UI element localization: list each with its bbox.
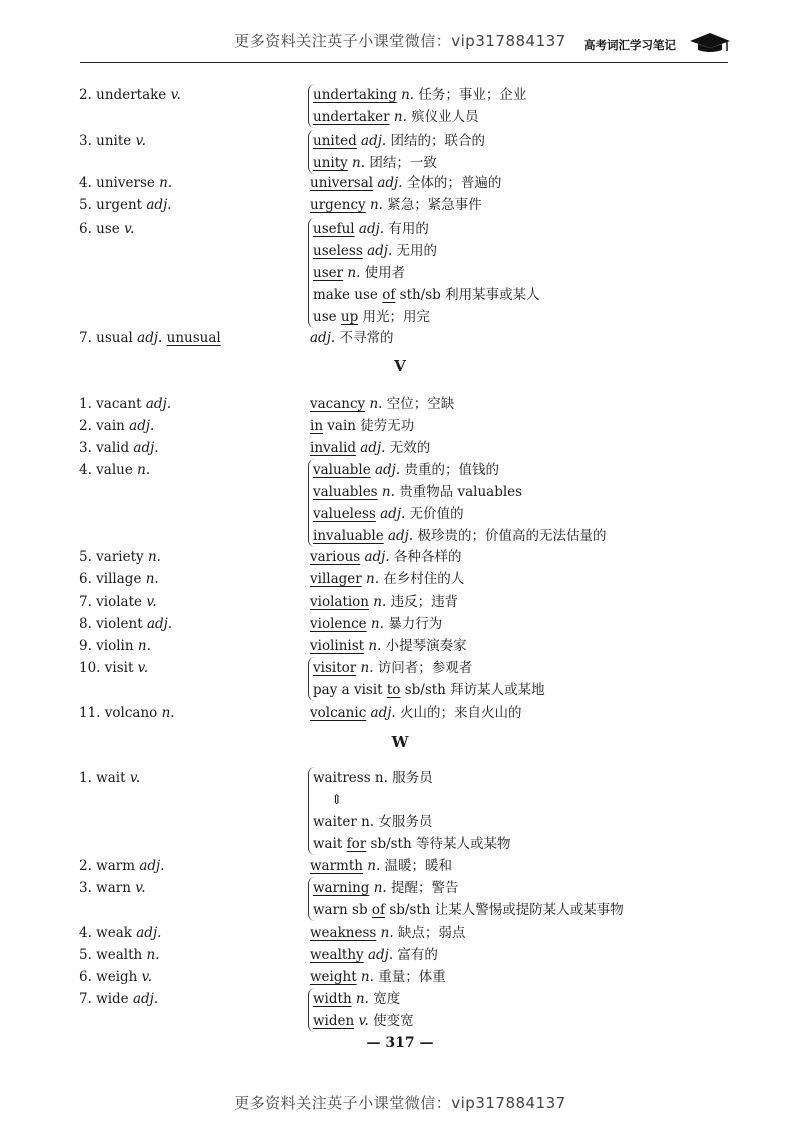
text-run: n. [377, 484, 395, 500]
text-run: n. [361, 571, 379, 587]
headword [79, 767, 140, 789]
text-run: adj. [362, 243, 393, 259]
text-run: adj. [370, 462, 401, 478]
text-run: 团结的；联合的 [386, 133, 486, 149]
bracketed-derivatives [308, 767, 510, 855]
text-run: violence [310, 616, 367, 632]
text-run: n. [343, 265, 361, 281]
derivative [310, 568, 464, 590]
text-run: adj. [360, 549, 390, 565]
text-run: v. [141, 969, 152, 985]
text-run: v. [354, 1013, 369, 1029]
headword [79, 546, 161, 568]
derivative-line [313, 833, 510, 855]
derivative [310, 702, 522, 724]
text-run: 紧急；紧急事件 [382, 197, 482, 213]
text-run: in [310, 418, 324, 434]
text-run: vacancy [310, 396, 366, 412]
text-run: adj. [137, 330, 163, 346]
headword [79, 194, 172, 216]
text-run: unusual [166, 330, 221, 346]
derivative [310, 172, 501, 194]
derivative [310, 635, 467, 657]
bracketed-derivatives [308, 218, 540, 328]
derivative [310, 546, 461, 568]
text-run: adj. [129, 418, 155, 434]
text-run: unity [313, 155, 348, 171]
text-run: 4. universe [79, 175, 160, 191]
derivative-line [310, 568, 464, 590]
headword [79, 966, 152, 988]
derivative [310, 613, 442, 635]
text-run: 7. usual [79, 330, 138, 346]
derivative [310, 393, 454, 415]
derivative [310, 327, 393, 349]
text-run: invalid [310, 440, 356, 456]
derivative-line [313, 152, 485, 174]
text-run: 2. warm [79, 858, 140, 874]
text-run: united [313, 133, 357, 149]
text-run: adj. [356, 133, 387, 149]
derivative [310, 855, 452, 877]
derivative-line [313, 525, 606, 547]
text-run: 团结；一致 [365, 155, 437, 171]
text-run: 无用的 [392, 243, 438, 259]
text-run: 4. weak [79, 925, 137, 941]
text-run: volcanic [310, 705, 367, 721]
derivative-line [313, 1010, 414, 1032]
text-run: adj. [133, 440, 159, 456]
headword [79, 877, 146, 899]
derivative-line [313, 503, 606, 525]
text-run: for [346, 836, 367, 852]
text-run: of [371, 902, 386, 918]
text-run: adj. [355, 440, 386, 456]
text-run: n. [366, 616, 384, 632]
text-run: adj. [310, 330, 336, 346]
headword [79, 568, 159, 590]
text-run: adj. [375, 506, 406, 522]
text-run: 女服务员 [374, 814, 433, 830]
text-run: adj. [363, 947, 394, 963]
headword [79, 84, 181, 106]
text-run: v. [146, 594, 157, 610]
text-run: n. [147, 549, 161, 565]
text-run: 极珍贵的；价值高的无法估量的 [413, 528, 607, 544]
running-title: 高考词汇学习笔记 [584, 38, 676, 52]
derivative-line [310, 415, 414, 437]
bracketed-derivatives [308, 877, 624, 921]
text-run: warning [313, 880, 370, 896]
derivative-line [313, 481, 606, 503]
text-run: width [313, 991, 352, 1007]
headword [79, 437, 159, 459]
derivative-line [310, 327, 393, 349]
text-run: 7. wide [79, 991, 133, 1007]
bracketed-derivatives [308, 459, 606, 547]
headword [79, 855, 165, 877]
text-run: sb/sth 让某人警惕或提防某人或某事物 [385, 902, 624, 918]
bracketed-derivatives [308, 84, 526, 128]
derivative-line [310, 944, 438, 966]
text-run: vain 徒劳无功 [323, 418, 415, 434]
text-run: v. [135, 880, 146, 896]
text-run: invaluable [313, 528, 384, 544]
bracketed-derivatives [308, 130, 485, 174]
text-run: adj. [366, 705, 396, 721]
text-run: 6. weigh [79, 969, 142, 985]
derivative-line [313, 218, 540, 240]
text-run: 贵重物品 valuables [394, 484, 523, 500]
text-run: of [382, 287, 396, 303]
text-run: 服务员 [387, 770, 433, 786]
text-run: n. [369, 880, 387, 896]
derivative-line [313, 657, 545, 679]
derivative-line [313, 262, 540, 284]
text-run: 空位；空缺 [382, 396, 455, 412]
text-run: undertaking [313, 87, 397, 103]
text-run: v. [129, 770, 141, 786]
text-run: wait [313, 836, 347, 852]
text-run: v. [137, 660, 148, 676]
text-run: adj. [132, 991, 159, 1007]
derivative [310, 437, 430, 459]
text-run: 2. undertake [79, 87, 171, 103]
text-run: 火山的；来自火山的 [395, 705, 522, 721]
text-run: 小提琴演奏家 [381, 638, 467, 654]
text-run: n. [145, 571, 159, 587]
text-run: violation [310, 594, 370, 610]
derivative [310, 194, 482, 216]
text-run: 贵重的；值钱的 [400, 462, 499, 478]
text-run: 10. visit [79, 660, 138, 676]
headword [79, 702, 175, 724]
text-run: warmth [310, 858, 363, 874]
watermark-bottom: 更多资料关注英子小课堂微信：vip317884137 [234, 1094, 566, 1112]
text-run: up [340, 309, 359, 325]
text-run: 11. volcano [79, 705, 162, 721]
headword [79, 327, 221, 349]
text-run: valueless [313, 506, 376, 522]
text-run: 全体的；普遍的 [402, 175, 502, 191]
text-run: n. [365, 197, 383, 213]
derivative-line [310, 635, 467, 657]
derivative-line [313, 84, 526, 106]
derivative-line [313, 877, 624, 899]
derivative-line [313, 899, 624, 921]
text-run: 无效的 [385, 440, 431, 456]
derivative-line [313, 767, 510, 789]
text-run: adj. [146, 197, 172, 213]
text-run: universal [310, 175, 374, 191]
derivative-line [313, 306, 540, 328]
section-letter: V [394, 357, 406, 375]
headword [79, 591, 157, 613]
derivative [310, 415, 414, 437]
text-run: 富有的 [393, 947, 438, 963]
text-run: sb/sth 拜访某人或某地 [400, 682, 545, 698]
headword [79, 393, 171, 415]
text-run: n. [137, 462, 151, 478]
derivative-line [310, 546, 461, 568]
text-run: useful [313, 221, 355, 237]
text-run: waitress n. [313, 770, 388, 786]
text-run: n. [376, 925, 394, 941]
text-run: visitor [313, 660, 357, 676]
text-run: n. [356, 660, 374, 676]
text-run: valuables [313, 484, 378, 500]
text-run: weakness [310, 925, 377, 941]
text-run: 用光；用完 [358, 309, 431, 325]
text-run: 任务；事业；企业 [414, 87, 527, 103]
text-run: n. [146, 947, 160, 963]
text-run: 1. wait [79, 770, 130, 786]
derivative-line [310, 922, 465, 944]
headword [79, 218, 134, 240]
text-run: warn sb [313, 902, 372, 918]
text-run: 重量；体重 [373, 969, 446, 985]
headword [79, 944, 160, 966]
text-run: n. [356, 969, 374, 985]
text-run: widen [313, 1013, 355, 1029]
derivative-line [310, 613, 442, 635]
watermark-top: 更多资料关注英子小课堂微信：vip317884137 [234, 32, 566, 50]
text-run: user [313, 265, 344, 281]
section-letter: W [391, 733, 409, 751]
text-run: adj. [354, 221, 385, 237]
text-run: 各种各样的 [389, 549, 462, 565]
text-run: 3. unite [79, 133, 136, 149]
text-run: 违反；违背 [386, 594, 459, 610]
text-run: 5. urgent [79, 197, 147, 213]
text-run: use [313, 309, 341, 325]
text-run: wealthy [310, 947, 364, 963]
text-run: villager [310, 571, 362, 587]
text-run: sth/sb 利用某事或某人 [395, 287, 540, 303]
graduation-cap-icon [688, 31, 732, 53]
text-run: valuable [313, 462, 371, 478]
derivative-line [310, 393, 454, 415]
text-run: 3. warn [79, 880, 136, 896]
headword [79, 988, 158, 1010]
text-run: 5. wealth [79, 947, 147, 963]
derivative-line [313, 106, 526, 128]
text-run: 提醒；警告 [386, 880, 459, 896]
derivative [310, 922, 465, 944]
bracketed-derivatives [308, 988, 414, 1032]
headword [79, 613, 172, 635]
derivative-line [310, 591, 458, 613]
derivative-line [313, 240, 540, 262]
text-run: n. [362, 858, 381, 874]
text-run: n. [347, 155, 366, 171]
text-run: pay a visit [313, 682, 387, 698]
text-run: n. [396, 87, 415, 103]
text-run: 8. violent [79, 616, 147, 632]
text-run: 使变宽 [368, 1013, 414, 1029]
text-run: n. [137, 638, 151, 654]
text-run: 温暖；暖和 [380, 858, 453, 874]
derivative-line [310, 702, 522, 724]
derivative [310, 966, 446, 988]
derivative-line [310, 966, 446, 988]
text-run: violinist [310, 638, 365, 654]
text-run: adj. [383, 528, 414, 544]
text-run: 4. value [79, 462, 138, 478]
text-run: n. [364, 638, 382, 654]
derivative-line [313, 811, 510, 833]
text-run: waiter n. [313, 814, 375, 830]
text-run: adj. [145, 396, 172, 412]
text-run: 殡仪业人员 [406, 109, 479, 125]
text-run: n. [389, 109, 407, 125]
headword [79, 130, 146, 152]
derivative-line [313, 459, 606, 481]
text-run: 5. variety [79, 549, 148, 565]
page-number: — 317 — [366, 1035, 434, 1051]
text-run: 不寻常的 [335, 330, 394, 346]
derivative-line [310, 194, 482, 216]
headword [79, 415, 154, 437]
derivative-line [310, 855, 452, 877]
text-run: 使用者 [360, 265, 406, 281]
derivative-line [313, 679, 545, 701]
text-run: adj. [146, 616, 173, 632]
text-run: 1. vacant [79, 396, 146, 412]
derivative-line [310, 437, 430, 459]
text-run: 9. violin [79, 638, 138, 654]
text-run: urgency [310, 197, 366, 213]
double-arrow-icon: ⇕ [331, 792, 343, 808]
header-rule [80, 62, 728, 63]
text-run: n. [369, 594, 387, 610]
text-run: make use [313, 287, 383, 303]
text-run: to [386, 682, 401, 698]
text-run: n. [159, 175, 173, 191]
text-run: adj. [136, 925, 162, 941]
text-run: weight [310, 969, 357, 985]
text-run: n. [351, 991, 369, 1007]
text-run: adj. [139, 858, 165, 874]
derivative-line [313, 789, 510, 811]
derivative-line [313, 130, 485, 152]
text-run: 2. vain [79, 418, 130, 434]
text-run: useless [313, 243, 363, 259]
text-run: 7. violate [79, 594, 147, 610]
headword [79, 922, 161, 944]
derivative-line [310, 172, 501, 194]
text-run: n. [161, 705, 175, 721]
derivative [310, 591, 458, 613]
text-run: 访问者；参观者 [373, 660, 473, 676]
derivative-line [313, 988, 414, 1010]
text-run: 无价值的 [405, 506, 464, 522]
text-run: adj. [373, 175, 403, 191]
text-run: 6. village [79, 571, 146, 587]
text-run: 3. valid [79, 440, 134, 456]
text-run: 暴力行为 [383, 616, 443, 632]
text-run: 宽度 [368, 991, 401, 1007]
text-run: v. [170, 87, 181, 103]
headword [79, 172, 172, 194]
text-run: 6. use [79, 221, 125, 237]
text-run: 有用的 [384, 221, 429, 237]
text-run: v. [135, 133, 146, 149]
derivative-line [313, 284, 540, 306]
derivative [310, 944, 438, 966]
headword [79, 657, 148, 679]
text-run: undertaker [313, 109, 390, 125]
text-run: sb/sth 等待某人或某物 [366, 836, 511, 852]
headword [79, 635, 151, 657]
text-run: 缺点；弱点 [393, 925, 466, 941]
text-run: various [310, 549, 361, 565]
text-run: n. [365, 396, 383, 412]
text-run: 在乡村住的人 [379, 571, 465, 587]
bracketed-derivatives [308, 657, 545, 701]
headword [79, 459, 150, 481]
text-run: v. [124, 221, 135, 237]
